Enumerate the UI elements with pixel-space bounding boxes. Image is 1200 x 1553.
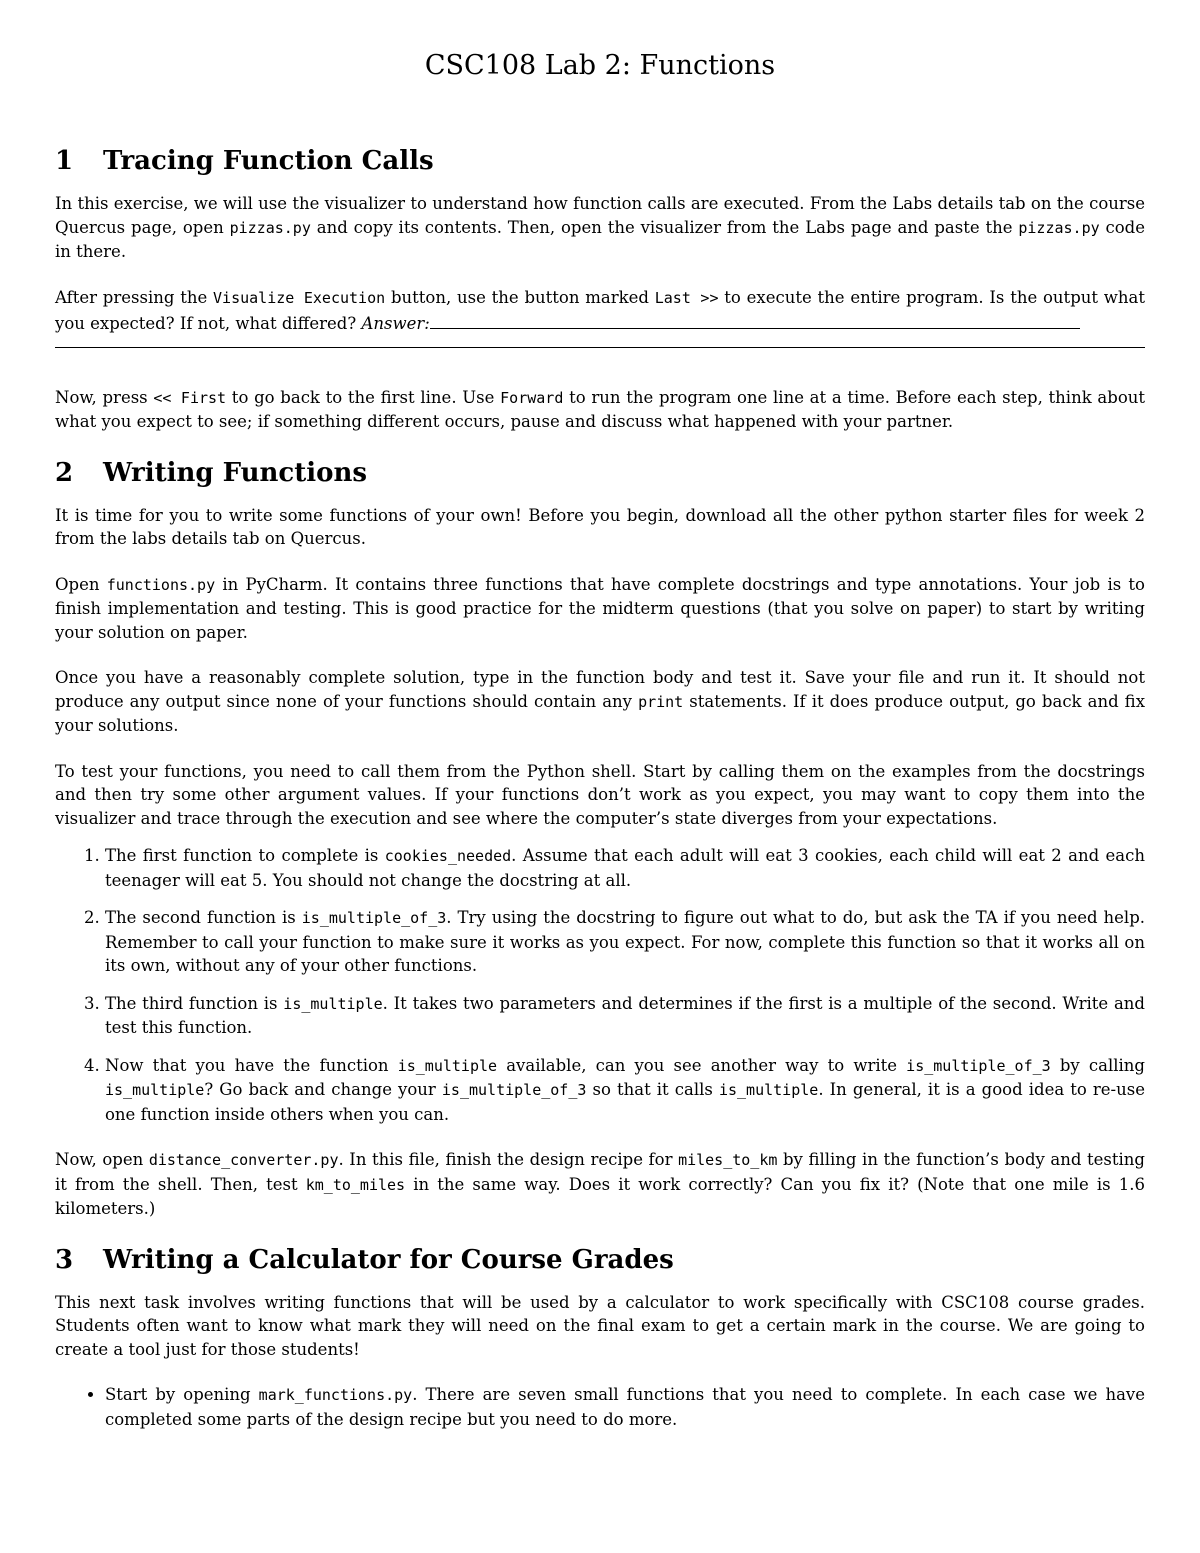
text: ? Go back and change your [204, 1080, 442, 1099]
list-item [105, 844, 1145, 892]
section-number: 2 [55, 457, 74, 488]
text: to go back to the first line. Use [226, 387, 501, 407]
paragraph: It is time for you to write some functions of your own! Before you begin, download all the other python starter files for week 2 from the labs details tab on Quercus. [55, 505, 1145, 548]
code-button-name: << First [153, 388, 227, 407]
code-function-name: is_multiple_of_3 [906, 1056, 1051, 1075]
text: by calling [1050, 1055, 1145, 1075]
text: . It takes two parameters and determines if the first is a multiple of the second. Write and test this function. [105, 993, 1145, 1037]
section-title: Tracing Function Calls [103, 146, 434, 176]
code-filename: functions.py [106, 575, 216, 594]
section-title: Writing Functions [103, 457, 368, 488]
code-function-name: is_multiple [283, 994, 383, 1013]
text: button, use the button marked [385, 287, 655, 307]
text: In this exercise, we will use the visualizer to understand how function calls are executed. From the Labs details tab on the course Quercus page, open [55, 194, 1145, 237]
text: . In this file, finish the design recipe for [338, 1150, 679, 1169]
text: in PyCharm. It contains three functions that have complete docstrings and type annotations. Your job is to finish implementation and testing. This is good practice for the midterm questions (that you solve on paper) to start by writing your solution on paper. [55, 574, 1145, 642]
code-filename: pizzas.py [1018, 218, 1100, 237]
text: The second function is [105, 908, 302, 927]
code-function-name: is_multiple [105, 1081, 205, 1099]
section-number: 3 [55, 1244, 74, 1275]
paragraph [55, 666, 1145, 738]
list-item [105, 906, 1145, 978]
section-2-heading [55, 456, 1145, 490]
text: to execute the entire program. Is the output what you expected? If not, what differed? [55, 287, 1146, 333]
paragraph [55, 286, 1145, 336]
section-1-heading [55, 144, 1145, 178]
text: in the same way. Does it work correctly? Can you fix it? (Note that one mile is 1.6 kilometers.) [55, 1174, 1145, 1218]
code-function-name: is_multiple [718, 1081, 819, 1099]
paragraph [55, 192, 1145, 264]
text: Now that you have the function [105, 1055, 398, 1075]
text: After pressing the [55, 287, 214, 307]
code-function-name: miles_to_km [678, 1151, 778, 1169]
answer-label: Answer: [361, 314, 430, 333]
page-title: CSC108 Lab 2: Functions [424, 50, 776, 81]
text: Now, open [55, 1150, 149, 1169]
text: . Try using the docstring to figure out what to do, but ask the TA if you need help. Remember to call your function to make sure it works as you expect. For now, complete this function so that it works all on its own, without any of your other functions. [105, 908, 1145, 975]
paragraph [55, 573, 1145, 645]
text: . Assume that each adult will eat 3 cookies, each child will eat 2 and each teenager will eat 5. You should not change the docstring at all. [105, 846, 1145, 890]
code-filename: pizzas.py [229, 218, 311, 237]
section-number: 1 [55, 146, 74, 176]
numbered-task-list [55, 844, 1145, 1126]
section-title: Writing a Calculator for Course Grades [103, 1244, 674, 1275]
list-item [105, 1383, 1145, 1431]
list-item [105, 1054, 1145, 1127]
paragraph [55, 1148, 1145, 1221]
text: statements. If it does produce output, go back and fix your solutions. [55, 691, 1145, 735]
text: and copy its contents. Then, open the visualizer from the Labs page and paste the [310, 217, 1019, 237]
text: The third function is [105, 993, 284, 1013]
text: to run the program one line at a time. Before each step, think about what you expect to see; if something different occurs, pause and discuss what happened with your partner. [55, 387, 1146, 431]
text: Now, press [55, 387, 154, 407]
answer-blank-line[interactable] [430, 310, 1080, 329]
code-button-name: Forward [500, 388, 564, 407]
text: Open [55, 574, 107, 594]
text: . There are seven small functions that you need to complete. In each case we have completed some parts of the design recipe but you need to do more. [105, 1385, 1145, 1429]
code-function-name: is_multiple [397, 1056, 498, 1075]
code-function-name: is_multiple_of_3 [441, 1081, 587, 1099]
code-function-name: cookies_needed [384, 847, 512, 865]
document-page [55, 48, 1145, 1431]
list-item [105, 992, 1145, 1040]
code-keyword: print [638, 692, 684, 711]
paragraph: This next task involves writing functions that will be used by a calculator to work specifically with CSC108 course grades. Students often want to know what mark they will need on the final exam to get a certain mark in the course. We are going to create a tool just for those students! [55, 1292, 1145, 1359]
text: . In general, it is a good idea to re-use one function inside others when you can. [105, 1080, 1145, 1124]
code-button-name: Visualize Execution [213, 288, 386, 307]
text: Start by opening [105, 1385, 259, 1404]
code-filename: mark_functions.py [258, 1386, 413, 1404]
code-function-name: is_multiple_of_3 [301, 909, 447, 927]
text: available, can you see another way to write [497, 1055, 907, 1075]
text: by filling in the function’s body and testing it from the shell. Then, test [55, 1150, 1145, 1194]
code-function-name: km_to_miles [305, 1175, 406, 1194]
code-button-name: Last >> [654, 288, 719, 307]
text: Once you have a reasonably complete solution, type in the function body and test it. Save your file and run it. It should not produce any output since none of your functions should contain any [55, 668, 1145, 711]
code-filename: distance_converter.py [148, 1151, 339, 1169]
text: code in there. [55, 217, 1146, 261]
bullet-list [55, 1383, 1145, 1431]
paragraph: To test your functions, you need to call them from the Python shell. Start by calling them on the examples from the docstrings and then try some other argument values. If your functions don’t work as you expect, you may want to copy them into the visualizer and trace through the execution and see where the computer’s state diverges from your expectations. [55, 761, 1145, 828]
paragraph [55, 386, 1145, 434]
text: so that it calls [586, 1080, 719, 1099]
section-3-heading [55, 1243, 1145, 1277]
answer-blank-line-full[interactable] [55, 346, 1145, 348]
text: The first function to complete is [105, 846, 385, 865]
